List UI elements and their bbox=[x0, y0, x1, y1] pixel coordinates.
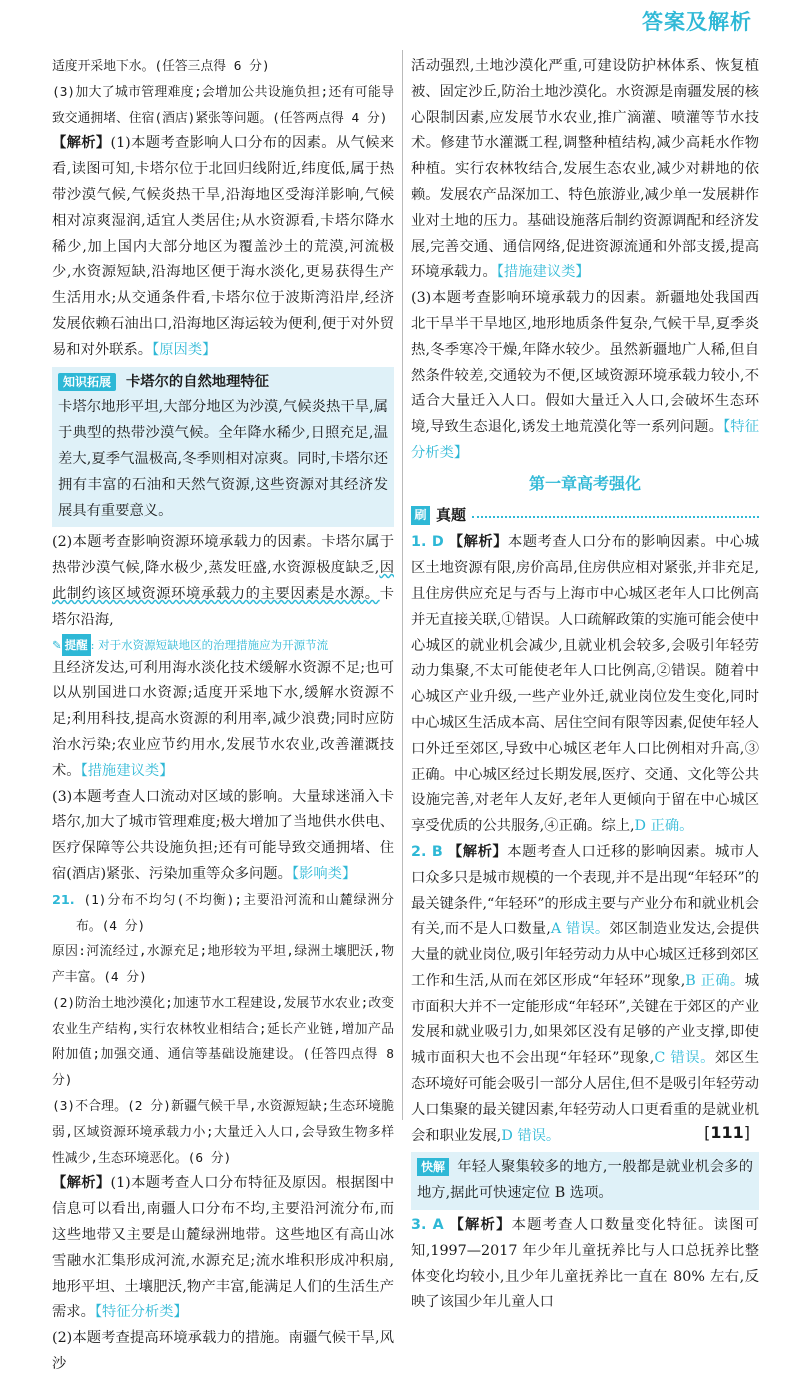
knowledge-box bbox=[52, 367, 394, 528]
analysis-text: 本题考查人口数量变化特征。读图可知,1997—2017 年少年儿童抚养比与人口总抚养比整体变化均较小,且少年儿童抚养比一直在 80% 左右,反映了该国少年儿童人口 bbox=[411, 1217, 760, 1311]
answer-text: 适度开采地下水。(任答三点得 6 分) bbox=[52, 59, 270, 74]
analysis-text: (3)本题考查影响环境承载力的因素。新疆地处我国西北干旱半干旱地区,地形地质条件复杂,气候干旱,夏季炎热,冬季寒冷干燥,年降水较少。虽然新疆地广人稀,但自然条件较差,交通较为不便,区域资源环境承载力较小,不适合大量迁入人口。假如大量迁入人口,会破坏生态环境,导致生态退化,诱发土地荒漠化等一系列问题。 bbox=[411, 290, 759, 436]
question-1 bbox=[411, 530, 759, 840]
question-number: 21. bbox=[52, 892, 75, 908]
analysis-paragraph bbox=[52, 131, 394, 363]
knowledge-box-header bbox=[58, 370, 388, 396]
answer-text: 原因:河流经过,水源充足;地形较为平坦,绿洲土壤肥沃,物产丰富。(4 分) bbox=[52, 944, 394, 986]
quick-solve-text: 年轻人聚集较多的地方,一般都是就业机会多的地方,据此可快速定位 B 选项。 bbox=[417, 1159, 753, 1202]
knowledge-chip: 知识拓展 bbox=[58, 373, 116, 391]
analysis-paragraph bbox=[411, 54, 759, 286]
analysis-text: 郊区生态环境好可能会吸引一部分人居住,但不是吸引年轻劳动人口集聚的最关键因素,年轻劳动人口更看重的是就业机会和职业发展, bbox=[411, 1050, 759, 1144]
analysis-label: 【解析】 bbox=[447, 843, 508, 860]
question-2 bbox=[411, 840, 759, 1150]
section-header bbox=[411, 503, 759, 529]
analysis-text: (2)本题考查提高环境承载力的措施。南疆气候干旱,风沙 bbox=[52, 1330, 394, 1373]
category-tag: 【原因类】 bbox=[152, 341, 217, 358]
analysis-text: 本题考查人口迁移的影响因素。城市人口众多只是城市规模的一个表现,并不是出现“年轻环”的最关键条件,“年轻环”的形成主要与产业分布和就业机会有关,而不是人口数量, bbox=[411, 843, 760, 938]
analysis-text: (3)本题考查人口流动对区域的影响。大量球迷涌入卡塔尔,加大了城市管理难度;极大增加了当地供水供电、医疗保障等公共设施负担;还有可能导致交通拥堵、住宿(酒店)紧张、污染加重等众多问题。 bbox=[52, 788, 394, 882]
knowledge-box-title: 卡塔尔的自然地理特征 bbox=[126, 373, 269, 390]
analysis-text: 活动强烈,土地沙漠化严重,可建设防护林体系、恢复植被、固定沙丘,防治土地沙漠化。水资源是南疆发展的核心限制因素,应发展节水农业,推广滴灌、喷灌等节水技术。修建节水灌溉工程,调整种植结构,减少高耗水作物种植。实行农林牧结合,发展生态农业,减少对耕地的依赖。发展农产品深加工、特色旅游业,减少单一发展耕作业对土地的压力。基础设施落后制约资源调配和经济发展,完善交通、通信网络,促进资源流通和外部支援,提高环境承载力。 bbox=[411, 58, 759, 281]
question-number: 1. D bbox=[411, 534, 444, 551]
quick-solve-box bbox=[411, 1152, 759, 1210]
question-number: 2. B bbox=[411, 843, 443, 860]
analysis-label: 【解析】 bbox=[52, 1175, 111, 1192]
analysis-paragraph bbox=[411, 286, 759, 467]
category-tag: 【特征分析类】 bbox=[94, 1304, 188, 1321]
answer-text: (3)加大了城市管理难度;会增加公共设施负担;还有可能导致交通拥堵、住宿(酒店)紧张等问题。(任答两点得 4 分) bbox=[52, 84, 394, 126]
analysis-paragraph bbox=[52, 656, 394, 785]
analysis-text: 本题考查人口分布的影响因素。中心城区土地资源有限,房价高昂,住房供应相对紧张,并非充足,且住房供应充足与否与上海市中心城区老年人口比例高并无直接关联,①错误。人口疏解政策的实施可能会使中心城区的就业机会减少,且就业机会较多,会吸引年轻劳动力集聚,不太可能使老年人口比例高,②错误。随着中心城区产业升级,一些产业外迁,就业岗位发生变化,同时中心城区生活成本高、居住空间有限等因素,促使年轻人口外迁至郊区,导致中心城区老年人口比例相对升高,③正确。中心城区经过长期发展,医疗、交通、文化等公共设施完善,对老年人友好,老年人更倾向于留在中心城区享受优质的公共服务,④正确。综上, bbox=[411, 534, 760, 835]
key-point-underline: 因此制约该区域资源环境承载力的主要因素是水源。 bbox=[52, 560, 394, 602]
analysis-text: 城市面积大并不一定能形成“年轻环”,关键在于郊区的产业发展和就业吸引力,如果郊区没有足够的产业支撑,即使城市面积大也不会出现“年轻环”现象, bbox=[411, 972, 759, 1067]
question-number: 3. A bbox=[411, 1217, 444, 1234]
option-verdict: B 正确。 bbox=[685, 972, 745, 989]
category-tag: 【措施建议类】 bbox=[80, 762, 174, 779]
chapter-title: 第一章高考强化 bbox=[528, 473, 641, 493]
option-verdict: D 错误。 bbox=[501, 1127, 561, 1144]
analysis-text: 卡塔尔沿海, bbox=[52, 585, 394, 628]
analysis-text: 且经济发达,可利用海水淡化技术缓解水资源不足;也可以从别国进口水资源;适度开采地下水,缓解水资源不足;利用科技,提高水资源的利用率,减少浪费;同时应防治水污染;农业应节约用水,发展节水农业,改善灌溉技术。 bbox=[52, 659, 394, 779]
category-tag: 【措施建议类】 bbox=[496, 264, 590, 281]
answer-text: (2)防治土地沙漠化;加速节水工程建设,发展节水农业;改变农业生产结构,实行农林牧业相结合;延长产业链,增加产品附加值;加强交通、通信等基础设施建设。(任答四点得 8 分) bbox=[52, 995, 394, 1089]
reminder-note: ✎ 提醒 : 对于水资源短缺地区的治理措施应为开源节流 bbox=[52, 634, 394, 656]
option-verdict: C 错误。 bbox=[654, 1050, 715, 1067]
question-21 bbox=[52, 888, 394, 940]
answer-text: 21. (1)分布不均匀(不均衡);主要沿河流和山麓绿洲分布。(4 分) bbox=[52, 892, 394, 934]
analysis-label: 【解析】 bbox=[448, 534, 508, 551]
analysis-paragraph bbox=[52, 530, 394, 633]
analysis-label: 【解析】 bbox=[449, 1217, 512, 1234]
category-tag: 【特征分析类】 bbox=[411, 419, 759, 461]
column-divider bbox=[402, 50, 403, 1120]
reminder-text: 对于水资源短缺地区的治理措施应为开源节流 bbox=[98, 637, 329, 652]
option-verdict: A 错误。 bbox=[550, 921, 610, 938]
analysis-text: (1)本题考查人口分布特征及原因。根据图中信息可以看出,南疆人口分布不均,主要沿河流分布,而这些地带又主要是山麓绿洲地带。这些地区有高山冰雪融水汇集形成河流,水源充足;流水堆积形成冲积扇,地形平坦、土壤肥沃,物产丰富,能满足人们的生活生产需求。 bbox=[52, 1175, 394, 1321]
page-number: [ 111 ] bbox=[704, 1123, 750, 1142]
analysis-label: 【解析】 bbox=[52, 135, 111, 152]
analysis-text: (2)本题考查影响资源环境承载力的因素。卡塔尔属于热带沙漠气候,降水极少,蒸发旺盛,水资源极度缺乏, bbox=[52, 534, 394, 577]
analysis-paragraph bbox=[52, 1171, 394, 1326]
brush-icon: 刷 bbox=[411, 506, 430, 525]
analysis-text: 郊区制造业发达,会提供大量的就业岗位,吸引年轻劳动力从中心城区迁移到郊区工作和生活,从而在郊区形成“年轻环”现象, bbox=[411, 921, 759, 989]
knowledge-box-text: 卡塔尔地形平坦,大部分地区为沙漠,气候炎热干旱,属于典型的热带沙漠气候。全年降水稀少,日照充足,温差大,夏季气温极高,冬季则相对凉爽。同时,卡塔尔还拥有丰富的石油和天然气资源,这些资源对其经济发展具有重要意义。 bbox=[58, 399, 388, 519]
answer-text: (3)不合理。(2 分)新疆气候干旱,水资源短缺;生态环境脆弱,区域资源环境承载力小;大量迁入人口,会导致生物多样性减少,生态环境恶化。(6 分) bbox=[52, 1099, 394, 1166]
analysis-paragraph bbox=[52, 785, 394, 888]
analysis-text: (1)本题考查影响人口分布的因素。从气候来看,读图可知,卡塔尔位于北回归线附近,纬度低,属于热带沙漠气候,气候炎热干旱,沿海地区受海洋影响,气候相对凉爽湿润,适宜人类居住;从水资源看,卡塔尔降水稀少,加上国内大部分地区为覆盖沙土的荒漠,河流极少,水资源短缺,沿海地区便于海水淡化,更易获得生产生活用水;从交通条件看,卡塔尔位于波斯湾沿岸,经济发展依赖石油出口,沿海地区海运较为便利,便于对外贸易和对外联系。 bbox=[52, 135, 394, 358]
option-verdict: D 正确。 bbox=[634, 818, 694, 835]
left-column bbox=[52, 54, 394, 1378]
quick-solve-chip: 快解 bbox=[417, 1158, 449, 1176]
reminder-chip: 提醒 bbox=[62, 634, 91, 656]
dotted-rule bbox=[472, 516, 759, 518]
pen-icon: ✎ bbox=[52, 637, 62, 652]
header-title: 答案及解析 bbox=[642, 10, 752, 34]
question-3 bbox=[411, 1213, 759, 1316]
section-label: 真题 bbox=[436, 505, 467, 524]
category-tag: 【影响类】 bbox=[291, 865, 357, 882]
